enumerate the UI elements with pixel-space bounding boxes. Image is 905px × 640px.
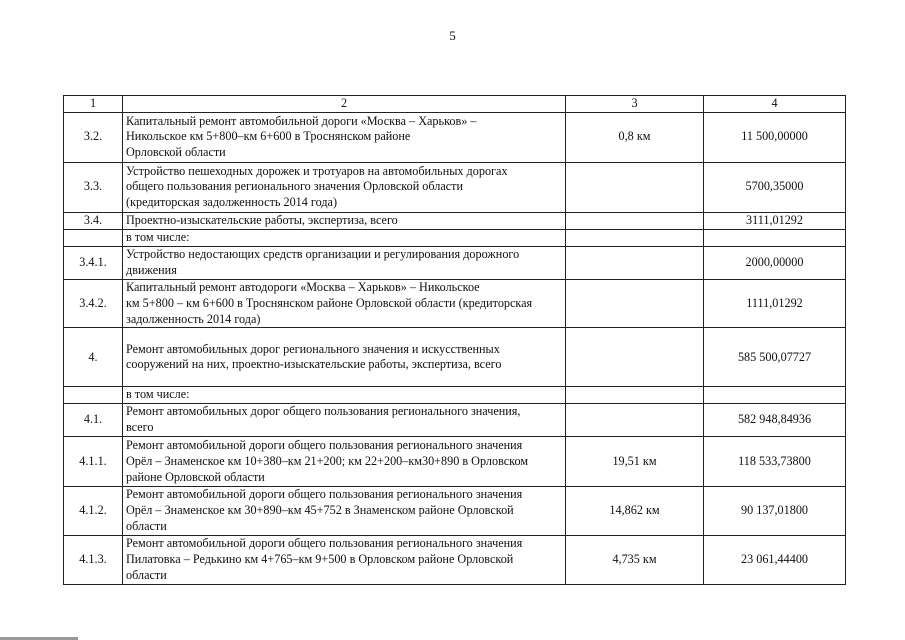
- row-description: [123, 404, 566, 437]
- row-number: 4.1.3.: [64, 535, 123, 584]
- row-description: [123, 487, 566, 536]
- table-body: [64, 112, 846, 584]
- table-row: [64, 229, 846, 246]
- description-line: Орёл – Знаменское км 30+890–км 45+752 в Знаменском районе Орловской: [126, 503, 514, 518]
- table-row: [64, 328, 846, 387]
- row-number: [64, 229, 123, 246]
- row-length: [566, 279, 704, 328]
- table-row: [64, 162, 846, 212]
- row-amount: 11 500,00000: [704, 112, 846, 162]
- row-amount: 118 533,73800: [704, 437, 846, 487]
- row-length: 0,8 км: [566, 112, 704, 162]
- table-row: [64, 487, 846, 536]
- description-line: Пилатовка – Редькино км 4+765–км 9+500 в Орловском районе Орловской: [126, 551, 514, 566]
- row-length: [566, 162, 704, 212]
- description-line: Ремонт автомобильной дороги общего пользования регионального значения: [126, 487, 523, 502]
- description-line: задолженность 2014 года): [126, 311, 261, 326]
- row-length: [566, 229, 704, 246]
- row-description: [123, 535, 566, 584]
- row-amount: 3111,01292: [704, 212, 846, 229]
- description-line: области: [126, 519, 167, 534]
- description-line: общего пользования регионального значения Орловской области: [126, 179, 464, 194]
- row-amount: 585 500,07727: [704, 328, 846, 387]
- header-cell-4: 4: [704, 96, 846, 113]
- row-length: [566, 328, 704, 387]
- row-description: [123, 212, 566, 229]
- row-number: 3.4.2.: [64, 279, 123, 328]
- row-description: [123, 246, 566, 279]
- row-description: [123, 387, 566, 404]
- description-line: Ремонт автомобильных дорог регионального значения и искусственных: [126, 341, 500, 356]
- row-description: [123, 437, 566, 487]
- description-line: Устройство пешеходных дорожек и тротуаров на автомобильных дорогах: [126, 163, 508, 178]
- table-row: [64, 437, 846, 487]
- row-description: [123, 112, 566, 162]
- table-row: [64, 212, 846, 229]
- row-amount: [704, 387, 846, 404]
- table-row: [64, 387, 846, 404]
- row-amount: [704, 229, 846, 246]
- row-amount: 23 061,44400: [704, 535, 846, 584]
- row-number: 3.4.: [64, 212, 123, 229]
- row-description: [123, 279, 566, 328]
- row-description: [123, 162, 566, 212]
- row-amount: 90 137,01800: [704, 487, 846, 536]
- description-line: районе Орловской области: [126, 469, 265, 484]
- description-line: Устройство недостающих средств организации и регулирования дорожного: [126, 247, 520, 261]
- row-number: 3.2.: [64, 112, 123, 162]
- description-line: Орёл – Знаменское км 10+380–км 21+200; км 22+200–км30+890 в Орловском: [126, 453, 529, 468]
- header-cell-2: 2: [123, 96, 566, 113]
- row-number: [64, 387, 123, 404]
- description-line: Ремонт автомобильных дорог общего пользования регионального значения,: [126, 404, 521, 419]
- table-header-row: [64, 96, 846, 113]
- row-description: [123, 328, 566, 387]
- description-line: всего: [126, 420, 154, 435]
- description-line: движения: [126, 262, 177, 277]
- budget-table: [63, 95, 846, 585]
- row-length: [566, 212, 704, 229]
- table-row: [64, 246, 846, 279]
- row-number: 3.4.1.: [64, 246, 123, 279]
- row-length: [566, 387, 704, 404]
- description-line: области: [126, 567, 167, 582]
- description-line: сооружений на них, проектно-изыскательские работы, экспертиза, всего: [126, 357, 502, 372]
- row-length: [566, 246, 704, 279]
- description-line: Никольское км 5+800–км 6+600 в Троснянском районе: [126, 129, 411, 144]
- page-number: 5: [449, 28, 456, 43]
- row-length: [566, 404, 704, 437]
- table-row: [64, 279, 846, 328]
- description-line: Ремонт автомобильной дороги общего пользования регионального значения: [126, 438, 523, 452]
- row-description: [123, 229, 566, 246]
- row-amount: 2000,00000: [704, 246, 846, 279]
- row-length: 4,735 км: [566, 535, 704, 584]
- table-row: [64, 535, 846, 584]
- row-number: 3.3.: [64, 162, 123, 212]
- header-cell-1: 1: [64, 96, 123, 113]
- description-line: км 5+800 – км 6+600 в Троснянском районе Орловской области (кредиторская: [126, 295, 533, 310]
- description-line: Проектно-изыскательские работы, экспертиза, всего: [126, 212, 398, 227]
- row-length: 14,862 км: [566, 487, 704, 536]
- row-number: 4.: [64, 328, 123, 387]
- header-cell-3: 3: [566, 96, 704, 113]
- row-number: 4.1.: [64, 404, 123, 437]
- description-line: в том числе:: [126, 387, 190, 402]
- row-amount: 582 948,84936: [704, 404, 846, 437]
- row-amount: 1111,01292: [704, 279, 846, 328]
- description-line: Капитальный ремонт автодороги «Москва – Харьков» – Никольское: [126, 279, 480, 294]
- table-row: [64, 112, 846, 162]
- description-line: (кредиторская задолженность 2014 года): [126, 195, 338, 210]
- description-line: Орловской области: [126, 145, 226, 160]
- row-number: 4.1.1.: [64, 437, 123, 487]
- row-length: 19,51 км: [566, 437, 704, 487]
- description-line: в том числе:: [126, 229, 190, 244]
- description-line: Ремонт автомобильной дороги общего пользования регионального значения: [126, 536, 523, 551]
- description-line: Капитальный ремонт автомобильной дороги «Москва – Харьков» –: [126, 113, 477, 128]
- table-row: [64, 404, 846, 437]
- row-number: 4.1.2.: [64, 487, 123, 536]
- row-amount: 5700,35000: [704, 162, 846, 212]
